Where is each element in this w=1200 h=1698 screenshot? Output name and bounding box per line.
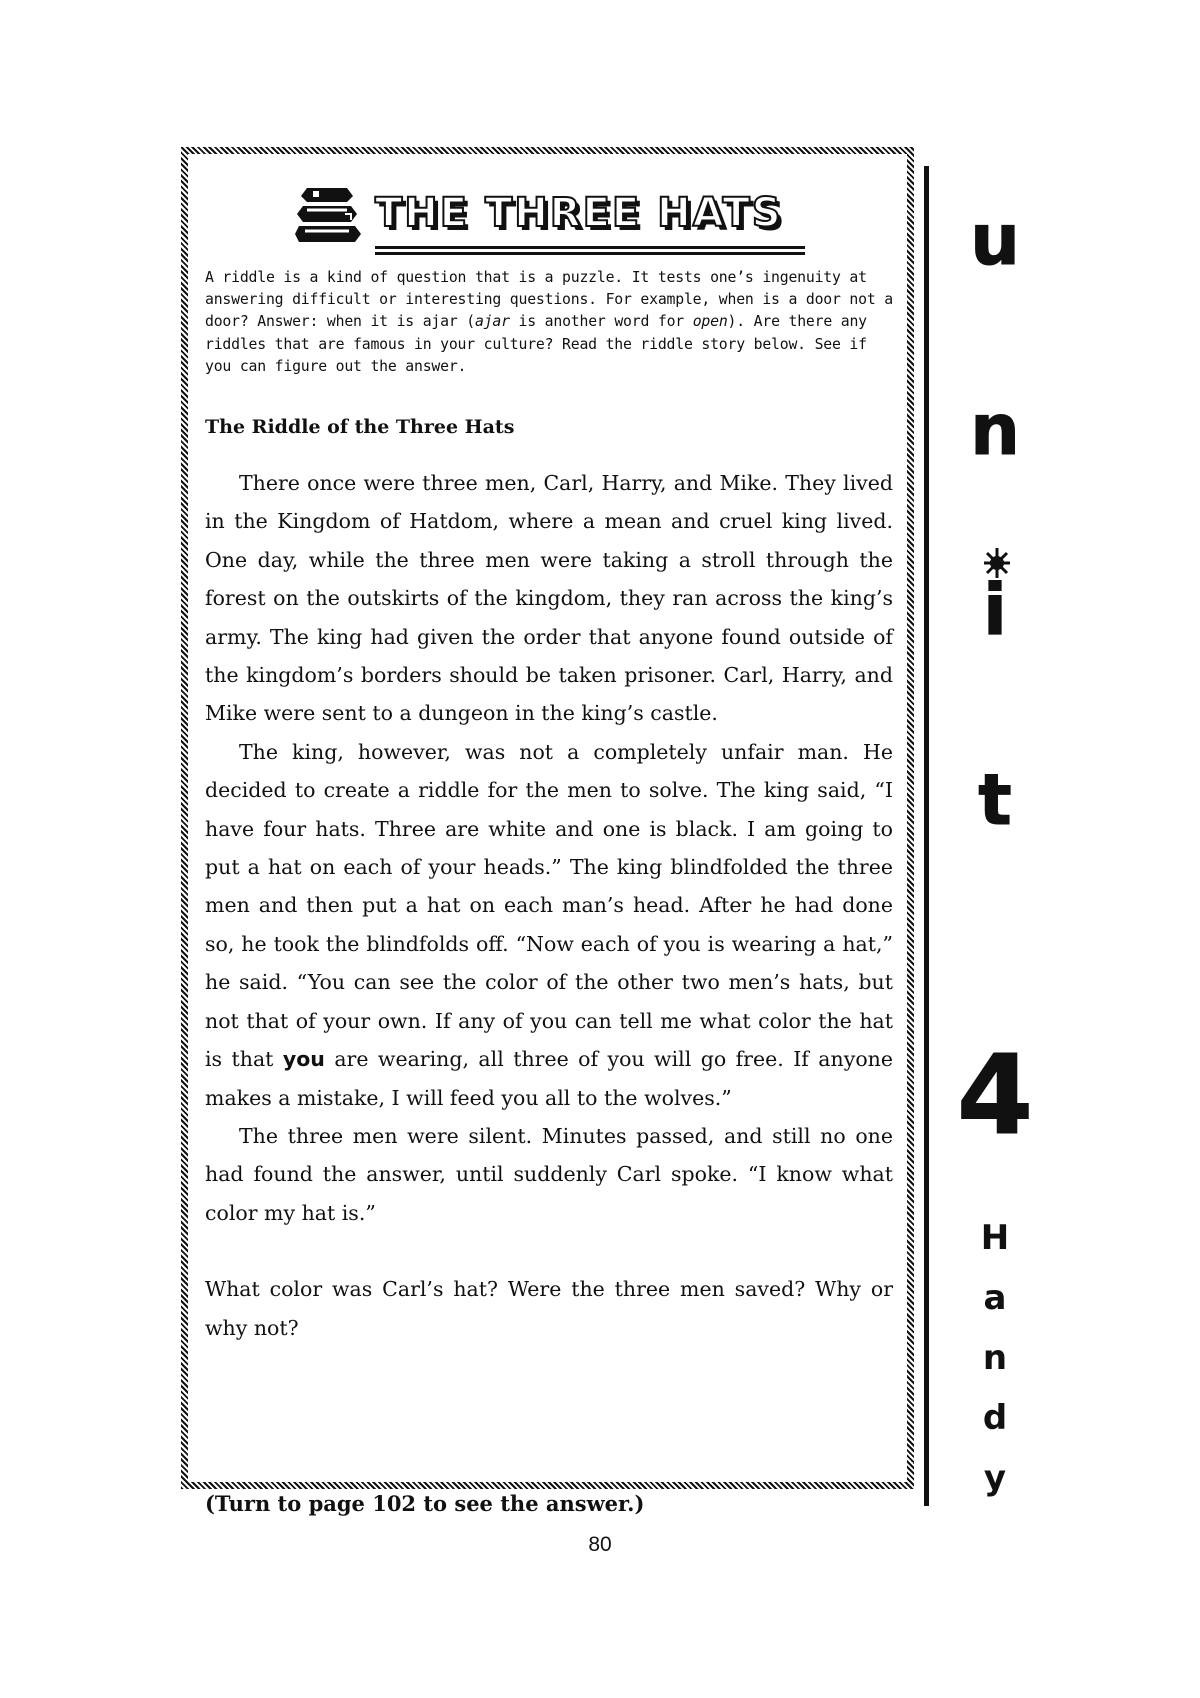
side-letter-y: y [983,1458,1007,1498]
story-paragraph-3: The three men were silent. Minutes passed, and still no one had found the answer, until suddenly Carl spoke. “I know what color my hat is.” [205,1123,893,1225]
riddle-box [181,147,914,1489]
intro-paragraph: A riddle is a kind of question that is a puzzle. It tests one’s ingenuity at answering difficult or interesting questions. For example, when is a door not a door? Answer: when it is ajar (ajar is another word for open). Are there any riddles that are famous in your culture? Read the riddle story below. See if you can figure out the answer. [205,269,893,375]
side-letter-a: a [983,1278,1007,1318]
side-letter-H: H [980,1218,1010,1258]
title-header [293,184,813,254]
story-title: The Riddle of the Three Hats [205,416,515,438]
story-body [205,464,893,1347]
side-letter-n: n [970,389,1020,471]
side-divider [924,166,929,1506]
side-letter-u: u [970,199,1020,281]
story-paragraph-1: There once were three men, Carl, Harry, and Mike. They lived in the Kingdom of Hatdom, where a mean and cruel king lived. One day, while the three men were taking a stroll through the forest on the outskirts of the kingdom, they ran across the king’s army. The king had given the order that anyone found outside of the kingdom’s borders should be taken prisoner. Carl, Harry, and Mike were sent to a dungeon in the king’s castle. [205,471,893,726]
page-title: THE THREE HATS [375,186,805,249]
answer-reference-note: (Turn to page 102 to see the answer.) [205,1491,645,1516]
side-letter-n2: n [982,1338,1008,1378]
riddle-question: What color was Carl’s hat? Were the three men saved? Why or why not? [205,1277,893,1340]
story-paragraph-2: The king, however, was not a completely unfair man. He decided to create a riddle for the men to solve. The king said, “I have four hats. Three are white and one is black. I am going to put a hat on each of your heads.” The king blindfolded the three men and then put a hat on each man’s head. After he had done so, he took the blindfolds off. “Now each of you is wearing a hat,” he said. “You can see the color of the other two men’s hats, but not that of your own. If any of you can tell me what color the hat is that you are wearing, all three of you will go free. If anyone makes a mistake, I will feed you all to the wolves.” [205,739,893,1110]
side-letter-t: t [978,759,1012,841]
side-letter-i: i [983,569,1007,651]
unit-number: 4 [956,1031,1034,1159]
stacked-hats-icon [293,184,363,246]
side-letter-d: d [982,1398,1008,1438]
page-number: 80 [588,1533,612,1556]
